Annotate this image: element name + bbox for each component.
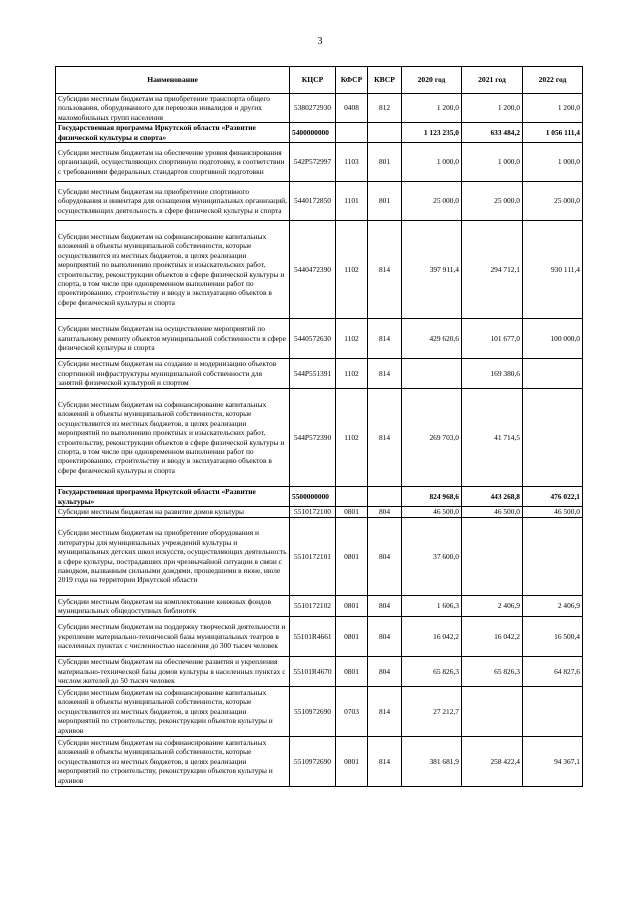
cell-name: Субсидии местным бюджетам на приобретение транспорта общего пользования, оборудованного для перевозки инвалидов и других маломобильных групп населения [56, 94, 290, 123]
cell-kcsr: 544P551391 [290, 359, 336, 389]
table-row [56, 389, 583, 487]
table-row [56, 737, 583, 787]
cell-name: Субсидии местным бюджетам на поддержку творческой деятельности и укрепление материально-технической базы муниципальных театров в населенных пунктах с численностью населения до 300 тысяч человек [56, 617, 290, 657]
cell-kcsr: 5510972690 [290, 687, 336, 737]
cell-kfsr: 0801 [336, 657, 368, 687]
cell-kvsr: 814 [368, 737, 402, 787]
cell-kcsr: 55101R4670 [290, 657, 336, 687]
cell-2022: 1 200,0 [523, 94, 583, 123]
cell-2021 [462, 518, 523, 596]
cell-kfsr: 1102 [336, 389, 368, 487]
cell-kvsr [368, 487, 402, 507]
cell-2021: 2 406,9 [462, 596, 523, 617]
cell-name: Субсидии местным бюджетам на обеспечение развития и укрепления материально-технической базы домов культуры в населенных пунктах с числом жителей до 50 тысяч человек [56, 657, 290, 687]
cell-kfsr: 0408 [336, 94, 368, 123]
cell-kvsr: 804 [368, 596, 402, 617]
cell-2022: 94 367,1 [523, 737, 583, 787]
cell-2020: 429 620,6 [402, 319, 462, 359]
cell-2022: 2 406,9 [523, 596, 583, 617]
cell-2022: 16 500,4 [523, 617, 583, 657]
cell-kvsr [368, 123, 402, 143]
header-2022: 2022 год [523, 67, 583, 94]
cell-kvsr: 812 [368, 94, 402, 123]
cell-2022 [523, 359, 583, 389]
cell-kvsr: 814 [368, 687, 402, 737]
table-row [56, 507, 583, 518]
cell-2021: 258 422,4 [462, 737, 523, 787]
cell-kfsr: 0801 [336, 507, 368, 518]
cell-kfsr [336, 123, 368, 143]
cell-2020: 1 606,3 [402, 596, 462, 617]
cell-kfsr: 0703 [336, 687, 368, 737]
cell-kvsr: 814 [368, 221, 402, 319]
cell-name: Субсидии местным бюджетам на софинансирование капитальных вложений в объекты муниципальной собственности, которые осуществляются из местных бюджетов, в целях реализации мероприятий по строительству, реконструкции объектов культуры и архивов [56, 737, 290, 787]
table-row [56, 518, 583, 596]
header-kvsr: КВСР [368, 67, 402, 94]
header-name: Наименование [56, 67, 290, 94]
cell-kfsr: 1102 [336, 221, 368, 319]
cell-2020: 37 600,0 [402, 518, 462, 596]
cell-2020 [402, 359, 462, 389]
cell-2020: 46 500,0 [402, 507, 462, 518]
cell-2021: 46 500,0 [462, 507, 523, 518]
cell-2020: 1 000,0 [402, 143, 462, 182]
cell-kcsr: 5440572630 [290, 319, 336, 359]
cell-2022 [523, 389, 583, 487]
cell-2022: 46 500,0 [523, 507, 583, 518]
cell-2020: 1 200,0 [402, 94, 462, 123]
cell-kfsr: 0801 [336, 617, 368, 657]
cell-name: Субсидии местным бюджетам на осуществление мероприятий по капитальному ремонту объектов муниципальной собственности в сфере физической культуры и спорта [56, 319, 290, 359]
cell-kfsr: 1103 [336, 143, 368, 182]
cell-2022: 100 000,0 [523, 319, 583, 359]
cell-2020: 27 212,7 [402, 687, 462, 737]
cell-kfsr: 0801 [336, 596, 368, 617]
cell-kcsr: 5440172850 [290, 182, 336, 221]
cell-kcsr: 5510172100 [290, 507, 336, 518]
cell-2021: 1 200,0 [462, 94, 523, 123]
cell-kcsr: 5510172101 [290, 518, 336, 596]
cell-kcsr: 55101R4661 [290, 617, 336, 657]
cell-2022: 930 111,4 [523, 221, 583, 319]
program-row [56, 123, 583, 143]
cell-kcsr: 544P572390 [290, 389, 336, 487]
cell-kfsr: 1101 [336, 182, 368, 221]
cell-2021: 41 714,5 [462, 389, 523, 487]
cell-2022 [523, 687, 583, 737]
header-2020: 2020 год [402, 67, 462, 94]
table-row [56, 359, 583, 389]
cell-kvsr: 801 [368, 143, 402, 182]
cell-kfsr [336, 487, 368, 507]
cell-kcsr: 542P572997 [290, 143, 336, 182]
cell-2020: 25 000,0 [402, 182, 462, 221]
cell-2021 [462, 687, 523, 737]
cell-2020: 16 042,2 [402, 617, 462, 657]
table-header-row [56, 67, 583, 94]
cell-name: Субсидии местным бюджетам на приобретение спортивного оборудования и инвентаря для оснащения муниципальных организаций, осуществляющих деятельность в сфере физической культуры и спорта [56, 182, 290, 221]
cell-2020: 397 911,4 [402, 221, 462, 319]
cell-2021: 25 000,0 [462, 182, 523, 221]
cell-kfsr: 1102 [336, 359, 368, 389]
cell-2022: 476 022,1 [523, 487, 583, 507]
table-row [56, 617, 583, 657]
cell-kvsr: 814 [368, 359, 402, 389]
table-row [56, 657, 583, 687]
cell-name: Субсидии местным бюджетам на софинансирование капитальных вложений в объекты муниципальной собственности, которые осуществляются из местных бюджетов, в целях реализации мероприятий по выполнению проектных и изыскательских работ, строительству, реконструкции объектов в сфере физической культуры и спорта, в том числе при одновременном выполнении работ по проектированию, строительству и вводу в эксплуатацию объектов в сфере физической культуры и спорта [56, 221, 290, 319]
cell-name: Субсидии местным бюджетам на приобретение оборудования и литературы для муниципальных учреждений культуры и муниципальных детских школ искусств, осуществляющих деятельность в сфере культуры, пострадавших при чрезвычайной ситуации в связи с паводком, вызванным сильными дождями, прошедшими в июне, июле 2019 года на территории Иркутской области [56, 518, 290, 596]
cell-kvsr: 804 [368, 617, 402, 657]
table-row [56, 319, 583, 359]
table-row [56, 221, 583, 319]
cell-kvsr: 804 [368, 657, 402, 687]
table-row [56, 143, 583, 182]
cell-name: Субсидии местным бюджетам на софинансирование капитальных вложений в объекты муниципальной собственности, которые осуществляются из местных бюджетов, в целях реализации мероприятий по строительству, реконструкции объектов культуры и архивов [56, 687, 290, 737]
cell-2021: 169 380,6 [462, 359, 523, 389]
cell-2020: 381 681,9 [402, 737, 462, 787]
cell-kcsr: 5500000000 [290, 487, 336, 507]
cell-2021: 101 677,0 [462, 319, 523, 359]
cell-kvsr: 804 [368, 518, 402, 596]
cell-2022: 1 056 111,4 [523, 123, 583, 143]
cell-kcsr: 5400000000 [290, 123, 336, 143]
cell-kcsr: 5380272930 [290, 94, 336, 123]
cell-kfsr: 0801 [336, 737, 368, 787]
cell-2020: 824 968,6 [402, 487, 462, 507]
cell-kvsr: 801 [368, 182, 402, 221]
program-row [56, 487, 583, 507]
cell-name: Субсидии местным бюджетам на комплектование книжных фондов муниципальных общедоступных библиотек [56, 596, 290, 617]
cell-2021: 1 000,0 [462, 143, 523, 182]
cell-2022 [523, 518, 583, 596]
cell-2022: 1 000,0 [523, 143, 583, 182]
cell-2021: 633 484,2 [462, 123, 523, 143]
cell-kvsr: 814 [368, 319, 402, 359]
cell-name: Государственная программа Иркутской области «Развитие физической культуры и спорта» [56, 123, 290, 143]
cell-name: Государственная программа Иркутской области «Развитие культуры» [56, 487, 290, 507]
cell-2021: 16 042,2 [462, 617, 523, 657]
cell-kcsr: 5510972690 [290, 737, 336, 787]
cell-2022: 25 000,0 [523, 182, 583, 221]
cell-2020: 1 123 235,0 [402, 123, 462, 143]
budget-table [55, 66, 583, 787]
cell-name: Субсидии местным бюджетам на развитие домов культуры [56, 507, 290, 518]
cell-kfsr: 0801 [336, 518, 368, 596]
cell-name: Субсидии местным бюджетам на обеспечение уровня финансирования организаций, осуществляющих спортивную подготовку, в соответствии с требованиями федеральных стандартов спортивной подготовки [56, 143, 290, 182]
page-number: 3 [317, 36, 323, 47]
header-kfsr: КФСР [336, 67, 368, 94]
table-body [56, 94, 583, 787]
cell-2021: 294 712,1 [462, 221, 523, 319]
cell-2020: 269 703,0 [402, 389, 462, 487]
cell-name: Субсидии местным бюджетам на софинансирование капитальных вложений в объекты муниципальной собственности, которые осуществляются из местных бюджетов, в целях реализации мероприятий по выполнению проектных и изыскательских работ, строительству, реконструкции объектов в сфере физической культуры и спорта, в том числе при одновременном выполнении работ по проектированию, строительству и вводу в эксплуатацию объектов в сфере физической культуры и спорта [56, 389, 290, 487]
table-row [56, 182, 583, 221]
header-kcsr: КЦСР [290, 67, 336, 94]
cell-2021: 65 826,3 [462, 657, 523, 687]
cell-name: Субсидии местным бюджетам на создание и модернизацию объектов спортивной инфраструктуры муниципальной собственности для занятий физической культурой и спортом [56, 359, 290, 389]
cell-kcsr: 5510172102 [290, 596, 336, 617]
cell-kvsr: 814 [368, 389, 402, 487]
cell-kvsr: 804 [368, 507, 402, 518]
cell-2022: 64 827,6 [523, 657, 583, 687]
table-row [56, 94, 583, 123]
header-2021: 2021 год [462, 67, 523, 94]
cell-2021: 443 268,8 [462, 487, 523, 507]
cell-kcsr: 5440472390 [290, 221, 336, 319]
table-row [56, 596, 583, 617]
cell-kfsr: 1102 [336, 319, 368, 359]
table-row [56, 687, 583, 737]
cell-2020: 65 826,3 [402, 657, 462, 687]
